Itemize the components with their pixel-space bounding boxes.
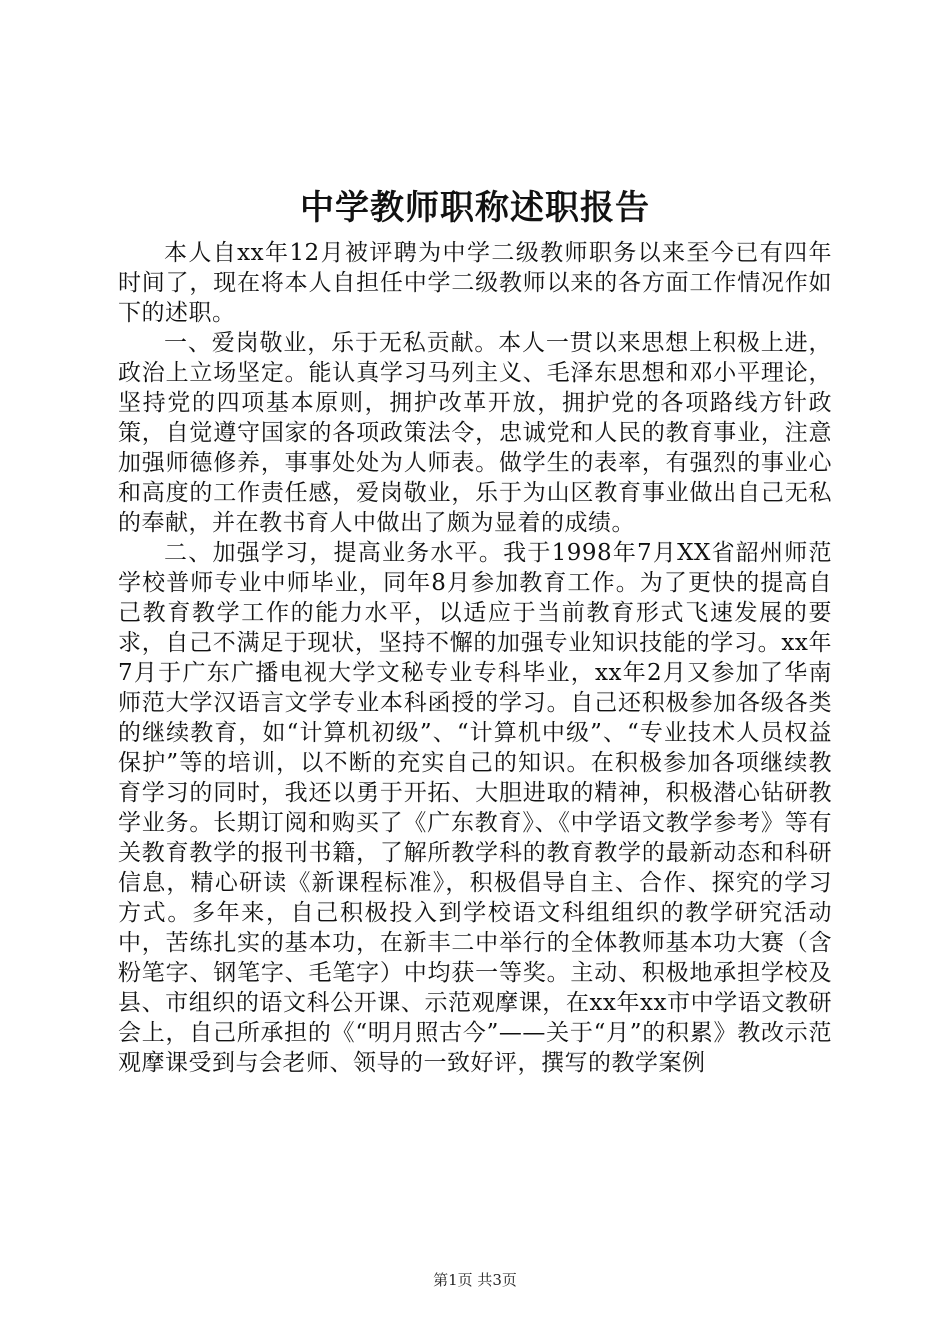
- document-body: [118, 238, 832, 1078]
- document-title: 中学教师职称述职报告: [300, 188, 650, 228]
- paragraph-intro: 本人自xx年12月被评聘为中学二级教师职务以来至今已有四年时间了，现在将本人自担任中学二级教师以来的各方面工作情况作如下的述职。: [118, 240, 832, 326]
- paragraph-section-1: 一、爱岗敬业，乐于无私贡献。本人一贯以来思想上积极上进，政治上立场坚定。能认真学习马列主义、毛泽东思想和邓小平理论，坚持党的四项基本原则，拥护改革开放，拥护党的各项路线方针政策，自觉遵守国家的各项政策法令，忠诚党和人民的教育事业，注意加强师德修养，事事处处为人师表。做学生的表率，有强烈的事业心和高度的工作责任感，爱岗敬业，乐于为山区教育事业做出自己无私的奉献，并在教书育人中做出了颇为显着的成绩。: [118, 330, 832, 536]
- paragraph-section-2: 二、加强学习，提高业务水平。我于1998年7月XX省韶州师范学校普师专业中师毕业，同年8月参加教育工作。为了更快的提高自己教育教学工作的能力水平，以适应于当前教育形式飞速发展的要求，自己不满足于现状，坚持不懈的加强专业知识技能的学习。xx年7月于广东广播电视大学文秘专业专科毕业，xx年2月又参加了华南师范大学汉语言文学专业本科函授的学习。自己还积极参加各级各类的继续教育，如“计算机初级”、“计算机中级”、“专业技术人员权益保护”等的培训，以不断的充实自己的知识。在积极参加各项继续教育学习的同时，我还以勇于开拓、大胆进取的精神，积极潜心钻研教学业务。长期订阅和购买了《广东教育》、《中学语文教学参考》等有关教育教学的报刊书籍，了解所教学科的教育教学的最新动态和科研信息，精心研读《新课程标准》，积极倡导自主、合作、探究的学习方式。多年来，自己积极投入到学校语文科组组织的教学研究活动中，苦练扎实的基本功，在新丰二中举行的全体教师基本功大赛（含粉笔字、钢笔字、毛笔字）中均获一等奖。主动、积极地承担学校及县、市组织的语文科公开课、示范观摩课，在xx年xx市中学语文教研会上，自己所承担的《“明月照古今”——关于“月”的积累》教改示范观摩课受到与会老师、领导的一致好评，撰写的教学案例: [118, 540, 832, 1076]
- page-footer: 第1页 共3页: [433, 1271, 517, 1289]
